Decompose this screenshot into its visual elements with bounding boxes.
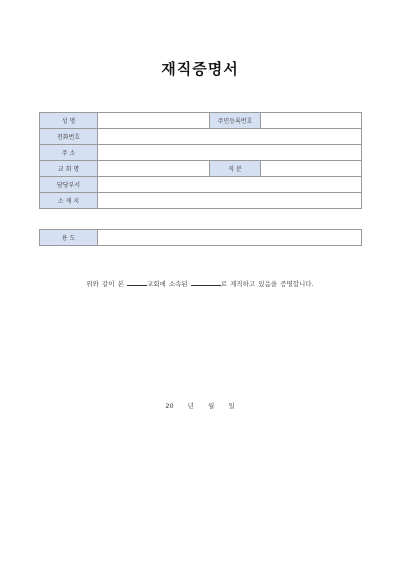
department-field[interactable] bbox=[98, 177, 362, 193]
address-field[interactable] bbox=[98, 145, 362, 161]
church-name-field[interactable] bbox=[98, 161, 210, 177]
resident-number-label: 주민등록번호 bbox=[210, 113, 261, 129]
resident-number-field[interactable] bbox=[261, 113, 362, 129]
location-field[interactable] bbox=[98, 193, 362, 209]
purpose-table bbox=[39, 229, 362, 246]
position-label: 직 분 bbox=[210, 161, 261, 177]
statement-part2: 교회에 소속된 bbox=[146, 280, 188, 288]
department-label: 담당부서 bbox=[40, 177, 98, 193]
table-row bbox=[40, 113, 362, 129]
phone-field[interactable] bbox=[98, 129, 362, 145]
month-unit: 월 bbox=[208, 402, 215, 410]
church-name-label: 교 회 명 bbox=[40, 161, 98, 177]
year-unit: 년 bbox=[187, 402, 194, 410]
purpose-field[interactable] bbox=[98, 230, 362, 246]
document-title: 재직증명서 bbox=[161, 60, 239, 78]
table-row bbox=[40, 129, 362, 145]
church-blank[interactable] bbox=[127, 279, 147, 286]
address-label: 주 소 bbox=[40, 145, 98, 161]
table-row bbox=[40, 177, 362, 193]
table-row bbox=[40, 193, 362, 209]
position-field[interactable] bbox=[261, 161, 362, 177]
table-row bbox=[40, 161, 362, 177]
table-row bbox=[40, 145, 362, 161]
purpose-label: 용 도 bbox=[40, 230, 98, 246]
phone-label: 전화번호 bbox=[40, 129, 98, 145]
name-label: 성 명 bbox=[40, 113, 98, 129]
table-row bbox=[40, 230, 362, 246]
day-unit: 일 bbox=[228, 402, 235, 410]
position-blank[interactable] bbox=[191, 279, 221, 286]
location-label: 소 재 지 bbox=[40, 193, 98, 209]
issue-date bbox=[0, 401, 400, 410]
year-prefix: 20 bbox=[165, 402, 174, 410]
statement-part3: 로 재직하고 있음을 증명합니다. bbox=[220, 280, 314, 288]
info-table bbox=[39, 112, 362, 209]
name-field[interactable] bbox=[98, 113, 210, 129]
statement-part1: 위와 같이 본 bbox=[86, 280, 124, 288]
certification-statement bbox=[0, 279, 400, 288]
